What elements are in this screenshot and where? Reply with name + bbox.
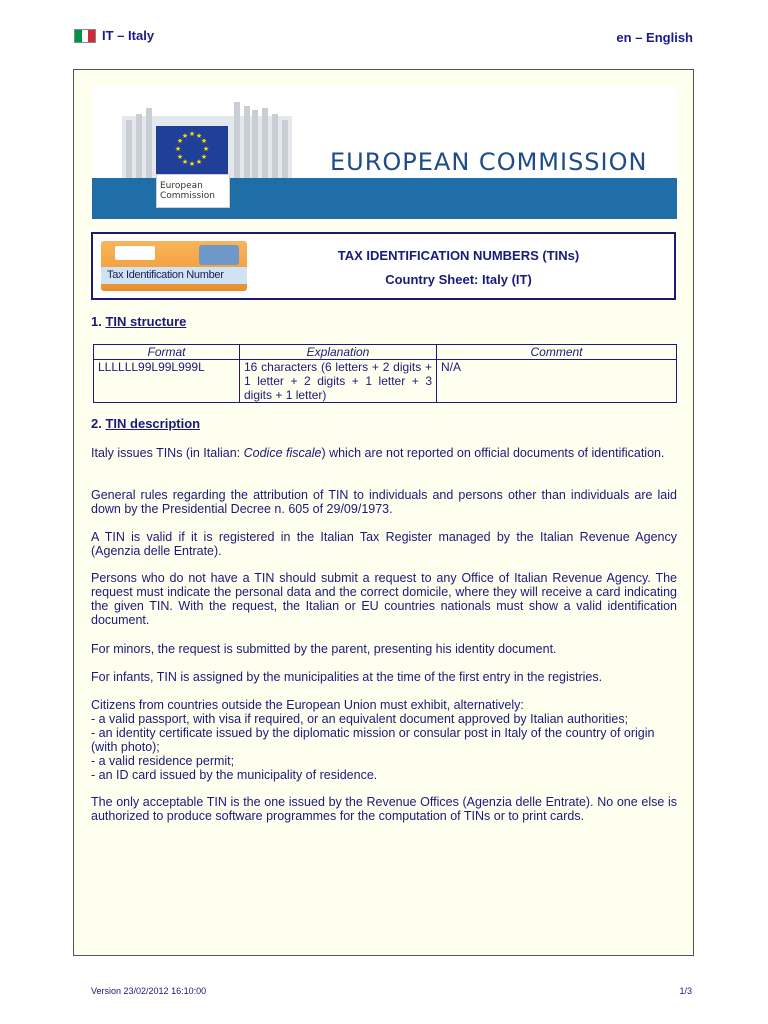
svg-text:★: ★: [200, 137, 208, 145]
document-title: TAX IDENTIFICATION NUMBERS (TINs): [337, 248, 580, 263]
document-subtitle: Country Sheet: Italy (IT): [385, 272, 532, 287]
svg-text:★: ★: [176, 137, 184, 145]
table-header: Comment: [437, 345, 677, 360]
list-item: - an identity certificate issued by the diplomatic mission or consular post in Italy of the country of origin (with photo);: [91, 726, 655, 754]
paragraph: For infants, TIN is assigned by the municipalities at the time of the first entry in the registries.: [91, 670, 603, 684]
section-heading-tin-structure: 1. TIN structure: [91, 314, 187, 329]
language-name: English: [646, 30, 693, 45]
paragraph: The only acceptable TIN is the one issued by the Revenue Offices (Agenzia delle Entrate). No one else is authorized to produce software programmes for the computation of TINs or to print cards.: [91, 795, 677, 823]
svg-text:★: ★: [188, 160, 196, 168]
table-header-row: [94, 345, 677, 360]
paragraph: General rules regarding the attribution of TIN to individuals and persons other than individuals are laid down by the Presidential Decree n. 605 of 29/09/1973.: [91, 488, 677, 516]
country-header: IT – Italy: [74, 28, 154, 43]
table-header: Explanation: [240, 345, 437, 360]
tin-structure-table: [93, 344, 677, 403]
svg-text:★: ★: [181, 132, 189, 140]
svg-text:★: ★: [195, 132, 203, 140]
svg-text:★: ★: [200, 153, 208, 161]
list-item: - a valid residence permit;: [91, 754, 235, 768]
paragraph: For minors, the request is submitted by the parent, presenting his identity document.: [91, 642, 557, 656]
svg-text:★: ★: [174, 145, 182, 153]
section-heading-tin-description: 2. TIN description: [91, 416, 201, 431]
paragraph: Persons who do not have a TIN should submit a request to any Office of Italian Revenue Agency. The request must indicate the personal data and the correct domicile, where they will receive a card indicating the given TIN. With the request, the Italian or EU countries nationals must show a valid identification document.: [91, 571, 677, 627]
country-name: Italy: [128, 28, 155, 43]
title-box: [91, 232, 676, 300]
ec-banner: [92, 86, 677, 219]
paragraph: A TIN is valid if it is registered in the Italian Tax Register managed by the Italian Revenue Agency (Agenzia delle Entrate).: [91, 530, 677, 558]
ec-logo-text: European Commission: [160, 181, 215, 201]
paragraph-list: Citizens from countries outside the European Union must exhibit, alternatively: - a valid passport, with visa if required, or an equivalent document approved by Italian authorities; - an identity certificate issued by the diplomatic mission or consular post in Italy of the country of origin (with photo); - a valid residence permit; - an ID card issued by the municipality of residence.: [91, 698, 677, 782]
table-header: Format: [94, 345, 240, 360]
table-cell-explanation: 16 characters (6 letters + 2 digits + 1 letter + 2 digits + 1 letter + 3 digits + 1 letter): [240, 360, 437, 403]
list-item: - a valid passport, with visa if required, or an equivalent document approved by Italian authorities;: [91, 712, 629, 726]
table-row: [94, 360, 677, 403]
version-stamp: Version 23/02/2012 16:10:00: [91, 986, 207, 996]
country-code: IT: [102, 28, 114, 43]
svg-text:★: ★: [188, 130, 196, 138]
page-number: 1/3: [679, 986, 692, 996]
language-code: en: [616, 30, 632, 45]
ec-title: EUROPEAN COMMISSION: [330, 148, 648, 176]
svg-text:★: ★: [176, 153, 184, 161]
table-cell-format: LLLLLL99L99L999L: [94, 360, 240, 403]
list-item: - an ID card issued by the municipality of residence.: [91, 768, 378, 782]
language-header: en – English: [616, 30, 693, 45]
table-cell-comment: N/A: [437, 360, 677, 403]
svg-text:★: ★: [195, 158, 203, 166]
paragraph: Italy issues TINs (in Italian: Codice fiscale) which are not reported on official documents of identification.: [91, 446, 665, 460]
eu-flag-icon: [156, 126, 228, 174]
svg-text:★: ★: [181, 158, 189, 166]
svg-text:★: ★: [202, 145, 210, 153]
italy-flag-icon: [74, 29, 96, 43]
card-label: Tax Identification Number: [107, 269, 224, 281]
